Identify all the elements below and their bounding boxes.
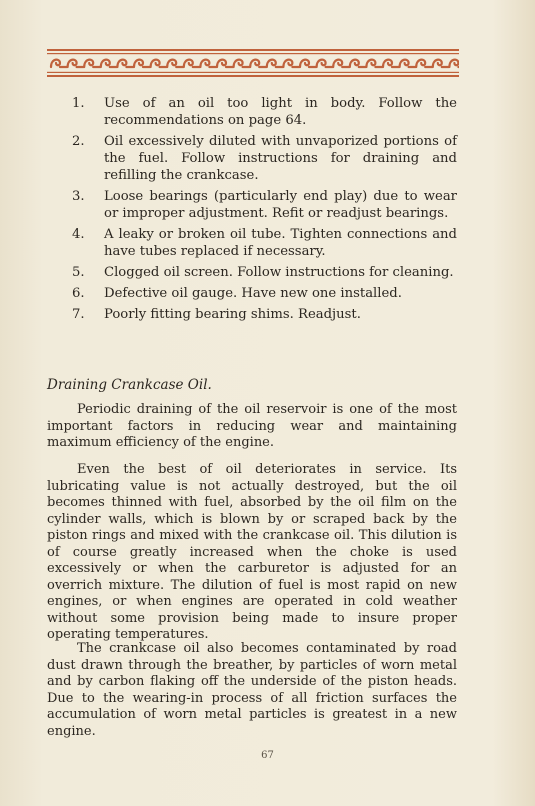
list-item-text: A leaky or broken oil tube. Tighten connections and have tubes replaced if necessary. bbox=[104, 227, 457, 259]
list-item-text: Use of an oil too light in body. Follow the recommendations on page 64. bbox=[104, 96, 457, 128]
list-item bbox=[72, 264, 457, 281]
list-item bbox=[72, 95, 457, 129]
list-item bbox=[72, 226, 457, 260]
list-item-text: Oil excessively diluted with unvaporized portions of the fuel. Follow instructions for draining and refilling the crankcase. bbox=[104, 134, 457, 183]
list-item bbox=[72, 188, 457, 222]
page-number: 67 bbox=[261, 750, 274, 761]
list-item-number: 2. bbox=[72, 134, 85, 149]
list-item-number: 1. bbox=[72, 96, 85, 111]
list-item-number: 6. bbox=[72, 286, 85, 301]
paragraph-2: Even the best of oil deteriorates in service. Its lubricating value is not actually destroyed, but the oil becomes thinned with fuel, absorbed by the oil film on the cylinder walls, which is blown by or scraped back by the piston rings and mixed with the crankcase oil. This dilution is of course greatly increased when the choke is used excessively or when the carburetor is adjusted for an overrich mixture. The dilution of fuel is most rapid on new engines, or when engines are operated in cold weather without some provision being made to insure proper operating temperatures. bbox=[47, 462, 457, 642]
list-item-number: 3. bbox=[72, 189, 85, 204]
list-item-number: 5. bbox=[72, 265, 85, 280]
section-heading: Draining Crankcase Oil. bbox=[47, 377, 212, 393]
list-item-text: Loose bearings (particularly end play) due to wear or improper adjustment. Refit or readjust bearings. bbox=[104, 189, 457, 221]
list-item bbox=[72, 306, 457, 323]
list-item-text: Defective oil gauge. Have new one installed. bbox=[104, 286, 402, 301]
causes-list bbox=[72, 95, 457, 327]
list-item-number: 7. bbox=[72, 307, 85, 322]
list-item bbox=[72, 133, 457, 184]
paragraph-3: The crankcase oil also becomes contaminated by road dust drawn through the breather, by particles of worn metal and by carbon flaking off the underside of the piston heads. Due to the wearing-in process of all friction surfaces the accumulation of worn metal particles is greatest in a new engine. bbox=[47, 641, 457, 739]
list-item-text: Clogged oil screen. Follow instructions for cleaning. bbox=[104, 265, 454, 280]
list-item-text: Poorly fitting bearing shims. Readjust. bbox=[104, 307, 361, 322]
greek-wave-border-icon bbox=[47, 49, 459, 77]
paragraph-1: Periodic draining of the oil reservoir is one of the most important factors in reducing wear and maintaining maximum efficiency of the engine. bbox=[47, 402, 457, 450]
list-item bbox=[72, 285, 457, 302]
list-item-number: 4. bbox=[72, 227, 85, 242]
